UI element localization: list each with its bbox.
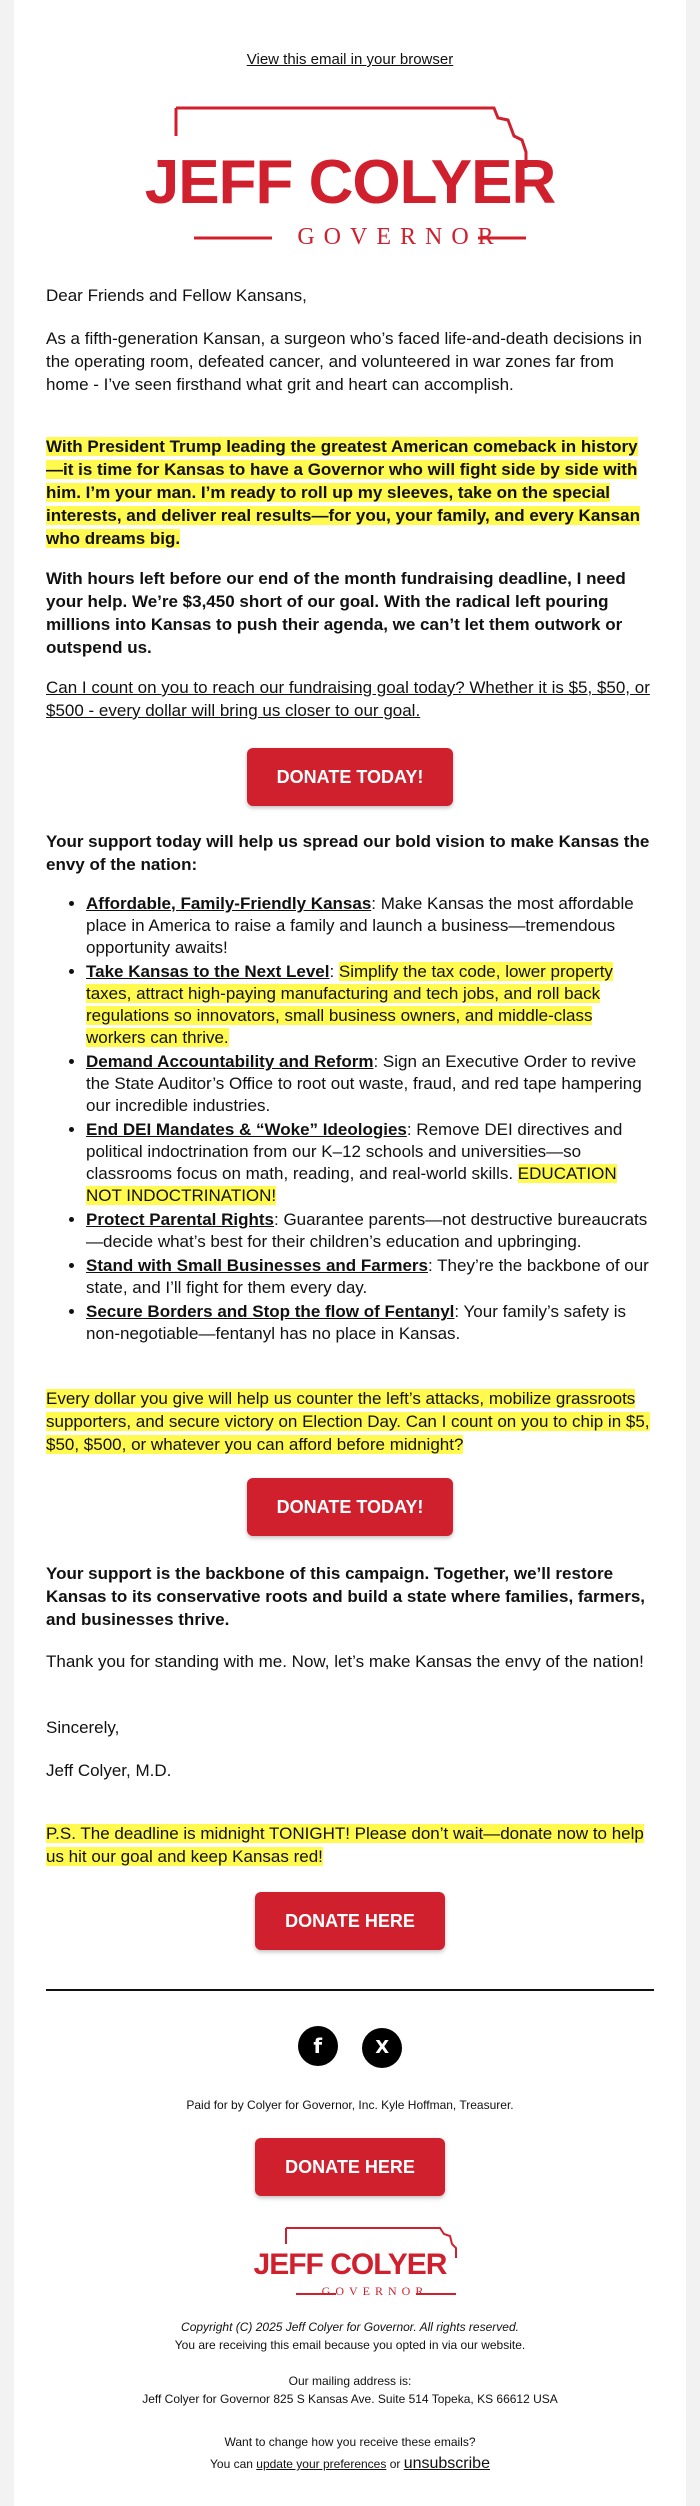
mailing-address: Jeff Colyer for Governor 825 S Kansas Ave. Suite 514 Topeka, KS 66612 USA [142,2392,558,2406]
backbone-paragraph: Your support is the backbone of this campaign. Together, we’ll restore Kansas to its conservative roots and build a state where families, farmers, and businesses thrive. [46,1564,645,1629]
facebook-icon[interactable]: f [298,2026,338,2066]
list-item: • Protect Parental Rights: Guarantee parents—not destructive bureaucrats—decide what’s best for their children’s education and upbringing. [86,1209,654,1253]
donate-here-button[interactable]: DONATE HERE [255,1892,445,1950]
thanks-paragraph: Thank you for standing with me. Now, let’s make Kansas the envy of the nation! [46,1652,644,1671]
unsubscribe-link[interactable]: unsubscribe [403,2455,490,2472]
x-icon[interactable]: X [362,2028,402,2068]
copyright: Copyright (C) 2025 Jeff Colyer for Governor. All rights reserved. [181,2320,519,2334]
list-item: • Demand Accountability and Reform: Sign an Executive Order to revive the State Auditor’s Office to root out waste, fraud, and red tape hampering our incredible industries. [86,1051,654,1117]
signature: Jeff Colyer, M.D. [46,1761,172,1780]
email-body [14,0,686,2506]
list-item: • Take Kansas to the Next Level: Simplify the tax code, lower property taxes, attract high-paying manufacturing and tech jobs, and roll back regulations so innovators, small business owners, and middle-class workers can thrive. [86,961,654,1049]
divider [46,1989,654,1991]
list-item: • End DEI Mandates & “Woke” Ideologies: Remove DEI directives and political indoctrination from our K–12 schools and universities—so classrooms focus on math, reading, and real-world skills. EDUCATION NOT INDOCTRINATION! [86,1119,654,1207]
donate-today-button[interactable]: DONATE TODAY! [247,748,453,806]
donate-here-button-2[interactable]: DONATE HERE [255,2138,445,2196]
logo-name: JEFF COLYER [144,148,556,217]
footer-logo-name: JEFF COLYER [253,2248,447,2281]
sincerely: Sincerely, [46,1718,120,1737]
social-row [46,2026,654,2068]
donate-today-button-2[interactable]: DONATE TODAY! [247,1478,453,1536]
list-item: • Stand with Small Businesses and Farmers: They’re the backbone of our state, and I’ll fight for them every day. [86,1255,654,1299]
logo-subtitle: GOVERNOR [297,224,503,250]
footer-logo-subtitle: GOVERNOR [321,2284,429,2298]
intro-paragraph: As a fifth-generation Kansan, a surgeon who’s faced life-and-death decisions in the operating room, defeated cancer, and volunteered in war zones far from home - I’ve seen firsthand what grit and heart can accomplish. [46,329,643,394]
mailing-label: Our mailing address is: [288,2374,412,2388]
vision-list [46,893,654,1347]
deadline-paragraph: With hours left before our end of the month fundraising deadline, I need your help. We’re $3,450 short of our goal. With the radical left pouring millions into Kansas to push their agenda, we can’t let them outwork or outspend us. [46,569,626,657]
ps-paragraph: P.S. The deadline is midnight TONIGHT! Please don’t wait—donate now to help us hit our goal and keep Kansas red! [46,1824,644,1866]
paid-for-disclaimer: Paid for by Colyer for Governor, Inc. Kyle Hoffman, Treasurer. [186,2098,514,2112]
list-item: • Secure Borders and Stop the flow of Fentanyl: Your family’s safety is non-negotiable—fentanyl has no place in Kansas. [86,1301,654,1345]
list-item: • Affordable, Family-Friendly Kansas: Make Kansas the most affordable place in America to raise a family and launch a business—tremendous opportunity awaits! [86,893,654,959]
header-logo [46,96,654,256]
trump-paragraph: With President Trump leading the greatest American comeback in history—it is time for Kansas to have a Governor who will fight side by side with him. I’m your man. I’m ready to roll up my sleeves, take on the special interests, and deliver real results—for you, your family, and every Kansan who dreams big. [46,437,640,548]
greeting: Dear Friends and Fellow Kansans, [46,286,307,305]
every-dollar-paragraph: Every dollar you give will help us counter the left’s attacks, mobilize grassroots supporters, and secure victory on Election Day. Can I count on you to chip in $5, $50, $500, or whatever you can afford before midnight? [46,1389,650,1454]
view-in-browser-row [46,51,654,69]
change-prefs-text: Want to change how you receive these emails? [224,2435,476,2449]
prefs-row: You can update your preferences or unsubscribe [210,2455,490,2472]
view-in-browser-link[interactable]: View this email in your browser [246,51,454,68]
opt-in-notice: You are receiving this email because you opted in via our website. [174,2338,526,2352]
vision-heading: Your support today will help us spread our bold vision to make Kansas the envy of the nation: [46,832,650,874]
footer-logo [46,2222,654,2302]
update-preferences-link[interactable]: update your preferences [256,2457,387,2471]
fundraising-ask-link[interactable]: Can I count on you to reach our fundraising goal today? Whether it is $5, $50, or $500 - every dollar will bring us closer to our goal. [46,678,650,720]
